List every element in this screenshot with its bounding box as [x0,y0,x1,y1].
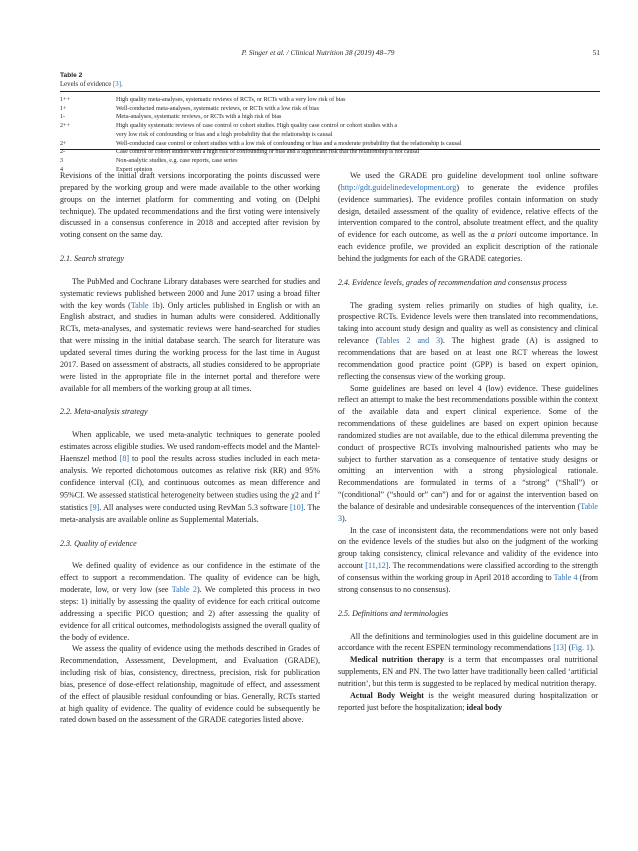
tables-link[interactable]: Tables 2 and 3 [378,336,441,346]
table-row [60,122,600,131]
table-body [60,96,600,174]
fig-1-link[interactable]: Fig. 1 [571,643,591,653]
table-row [60,96,600,105]
table-label: Table 2 [60,72,83,79]
evidence-level [60,131,116,140]
text: ( [566,643,572,653]
text: is a term that encompasses oral nutritional supplements, EN and PN. The two latter have traditionally been called ‘artificial nutrition’, but this term is suggested to be replaced by medical nutrition therapy. [338,655,598,688]
text: When applicable, we used meta-analytic techniques to generate pooled estimates across eligible studies. We used random-effects model and the Mantel-Haenszel method [60,430,320,463]
text: . The recommendations were classified according to the strength of consensus within the working group in April 2018 according to [338,561,598,582]
evidence-level: 1- [60,114,66,121]
section-heading-quality-of-evidence: 2.3. Quality of evidence [60,538,137,548]
paragraph-actual-body-weight [338,690,598,714]
evidence-level: 1++ [60,97,70,103]
levels-of-evidence-table [60,72,600,173]
evidence-level: 3 [60,157,64,164]
evidence-description: very low risk of confounding or bias and a high probability that the relationship is causal [116,131,333,138]
gdt-url-link[interactable]: http://gdt.guidelinedevelopment.org [340,182,457,192]
text: ). [590,643,595,653]
term: ideal body [466,702,503,712]
paragraph-search-strategy [60,276,320,394]
paragraph-grading-system [338,300,598,383]
table-caption-ref[interactable]: [3] [113,81,121,88]
table-caption: Levels of evidence [3]. [60,81,123,88]
text: outcome importance. In each evidence profile, we provided an explicit description of the rationale behind the judgments for each of the GRADE categories. [338,230,598,263]
paragraph-quality-definition [60,560,320,643]
table-2-link[interactable]: Table 2 [171,585,197,595]
evidence-level: 2++ [60,123,70,130]
text: b). Only articles published in English or with an English abstract, and studies in human adults were considered. Additionally RCTs, meta-analyses, and systematic reviews were hand-searched for studies that were missing in the initial database search. The search for literature was updated several times during the working process for the last time in August 2017. Based on assessment of abstracts, all studies considered to be appropriate were listed in the appropriate file in the internet portal and therefore were available for all members of the working group at all times. [60,300,321,393]
table-row [60,113,600,122]
ref-link[interactable]: [9] [89,502,100,512]
paragraph-grade-pro [338,170,598,265]
text: In the case of inconsistent data, the recommendations were not only based on the evidence levels of the studies but also on the judgment of the working group taking consistency, clinical relevance and validity of the evidence into account [338,525,598,571]
text: We defined quality of evidence as our confidence in the estimate of the effect to support a recommendation. The quality of evidence can be high, moderate, low, or very low (see [60,561,320,595]
text: Some guidelines are based on level 4 (low) evidence. These guidelines reflect an attempt to make the best recommendations possible within the context of the available data and expert clinical experience. Some of the recommendations of these guidelines are based on expert opinion because randomized studies are not available, due to the ethical dilemma preventing the conduct of prospective RCTs involving malnourished patients who may be subject to further starvation as a consequence of tentative study designs or omitting an intervention with a strong physiological rationale. Recommendations are formulated in terms of a “strong” (“Shall”) or “(conditional” (“should or” can”) and for or against the intervention based on the balance of desirable and undesirable consequences of the intervention ( [338,383,598,511]
text: All the definitions and terminologies used in this guideline document are in accordance with the recent ESPEN terminology recommendations [338,631,598,653]
evidence-level: 2+ [60,140,67,147]
evidence-level: 4 [60,166,64,173]
section-heading-definitions: 2.5. Definitions and terminologies [338,608,449,618]
table-3-link[interactable]: Table 3 [338,501,598,523]
text: The PubMed and Cochrane Library databases were searched for studies and systematic reviews published between 2000 and June 2017 using a broad filter with the key words ( [60,276,320,310]
ref-link[interactable]: [10] [290,502,304,512]
evidence-description: Non-analytic studies, e.g. case reports, case series [116,157,238,164]
section-heading-meta-analysis: 2.2. Meta-analysis strategy [60,407,148,417]
table-row [60,140,600,149]
ref-link[interactable]: [13] [553,643,567,653]
paragraph-meta-analysis [60,429,320,525]
ref-link[interactable]: [11,12] [365,561,389,571]
evidence-description: High quality systematic reviews of case control or cohort studies. High quality case control or cohort studies with a [116,123,398,130]
section-heading-evidence-levels: 2.4. Evidence levels, grades of recommendation and consensus process [338,277,567,287]
running-header [60,48,600,60]
table-4-link[interactable]: Table 4 [553,573,578,582]
text: . The meta-analysis are available online as Supplemental Materials. [60,502,320,524]
table-bottom-rule [60,149,600,150]
paragraph-inconsistent-data [338,525,598,596]
right-column [338,170,598,713]
text: The grading system relies primarily on studies of high quality, i.e. prospective RCTs. Evidence levels were then translated into recommendations, taking into account study design and quality as well as consistency and clinical relevance ( [338,300,598,346]
paragraph-grade-methods: We assess the quality of evidence using the methods described in Grades of Recommendation, Assessment, Development, and Evaluation (GRADE), including risk of bias, consistency, directness, precision, risk for publication bias, presence of dose-effect relationship, magnitude of effect, and assessment of the effect of plausible residual confounding or bias. Generally, RCTs started at high quality of evidence. The quality of evidence could be subsequently be rated down based on the assessment of the GRADE categories listed above. [60,644,320,725]
paragraph-definitions [338,631,598,655]
text: ) to generate the evidence profiles (evidence summaries). The evidence profiles contain information on study design, detailed assessment of the quality of evidence, relative effects of the intervention compared to the control, absolute treatment effect, and the quality of evidence for each outcome, as well as the [338,182,598,240]
text: statistics [60,502,90,512]
page-number: 51 [592,48,600,57]
text: to pool the results across studies included in each meta-analysis. We reported dichotomous outcomes as relative risk (RR) and 95% confidence interval (CI), and continuous outcomes as mean difference and 95%CI. We assessed statistical heterogeneity between studies using the χ2 and I [60,453,320,501]
text: We used the GRADE pro guideline development tool online software ( [338,171,598,192]
section-heading-search-strategy: 2.1. Search strategy [60,254,125,264]
table-top-rule [60,91,600,92]
text: (from strong consensus to no consensus). [338,573,598,594]
term: Medical nutrition therapy [350,655,445,665]
evidence-description: Expert opinion [116,166,153,173]
table-row [60,157,600,166]
table-row [60,131,600,140]
evidence-level: 1+ [60,105,67,112]
evidence-description: High quality meta-analyses, systematic reviews of RCTs, or RCTs with a very low risk of bias [116,97,346,103]
table-caption-text: Levels of evidence [60,81,112,88]
table-row [60,105,600,114]
text: ). We completed this process in two steps: 1) initially by assessing the quality of evidence for each critical outcome addressing a specific PICO question; and 2) after assessing the quality of evidence for all critical outcomes, methodologists assigned the overall quality of the body of evidence. [60,585,320,642]
evidence-description: Well-conducted case control or cohort studies with a low risk of confounding or bias and a moderate probability that the relationship is causal [116,140,462,147]
ref-link[interactable]: [8] [119,453,130,463]
left-column [60,170,320,726]
table-1-link[interactable]: Table 1 [130,300,156,310]
text: a priori [490,230,517,240]
superscript: 2 [317,490,320,497]
evidence-description: Well-conducted meta-analyses, systematic reviews, or RCTs with a low risk of bias [116,105,320,112]
evidence-description: Meta-analyses, systematic reviews, or RCTs with a high risk of bias [116,114,282,121]
journal-citation: P. Singer et al. / Clinical Nutrition 38 (2019) 48–79 [241,48,395,57]
text: is the weight measured during hospitalization or reported just before the hospitalization; [338,690,598,712]
paragraph-level-4 [338,383,598,525]
evidence-description: Case control or cohort studies with a high risk of confounding or bias and a significant risk that the relationship is not causal [116,149,420,156]
term: Actual Body Weight [350,690,424,700]
paragraph-revisions: Revisions of the initial draft versions incorporating the points discussed were prepared by the working group and were made available to the other working groups on the internet platform for commenting and voting on (Delphi technique). The updated recommendations and the first voting were intensively discussed in a consensus conference in 2018 and accepted after revision by voting consent on the same day. [60,171,320,240]
paragraph-medical-nutrition-therapy [338,654,598,690]
text: ). [342,513,347,523]
text: ). The highest grade (A) is assigned to recommendations that are based on at least one RCT whereas the lowest recommendation good practice point (GPP) is based on expert opinion, reflecting the consensus view of the working group. [338,336,598,381]
text: . All analyses were conducted using RevMan 5.3 software [99,502,290,512]
evidence-level: 2- [60,149,66,156]
